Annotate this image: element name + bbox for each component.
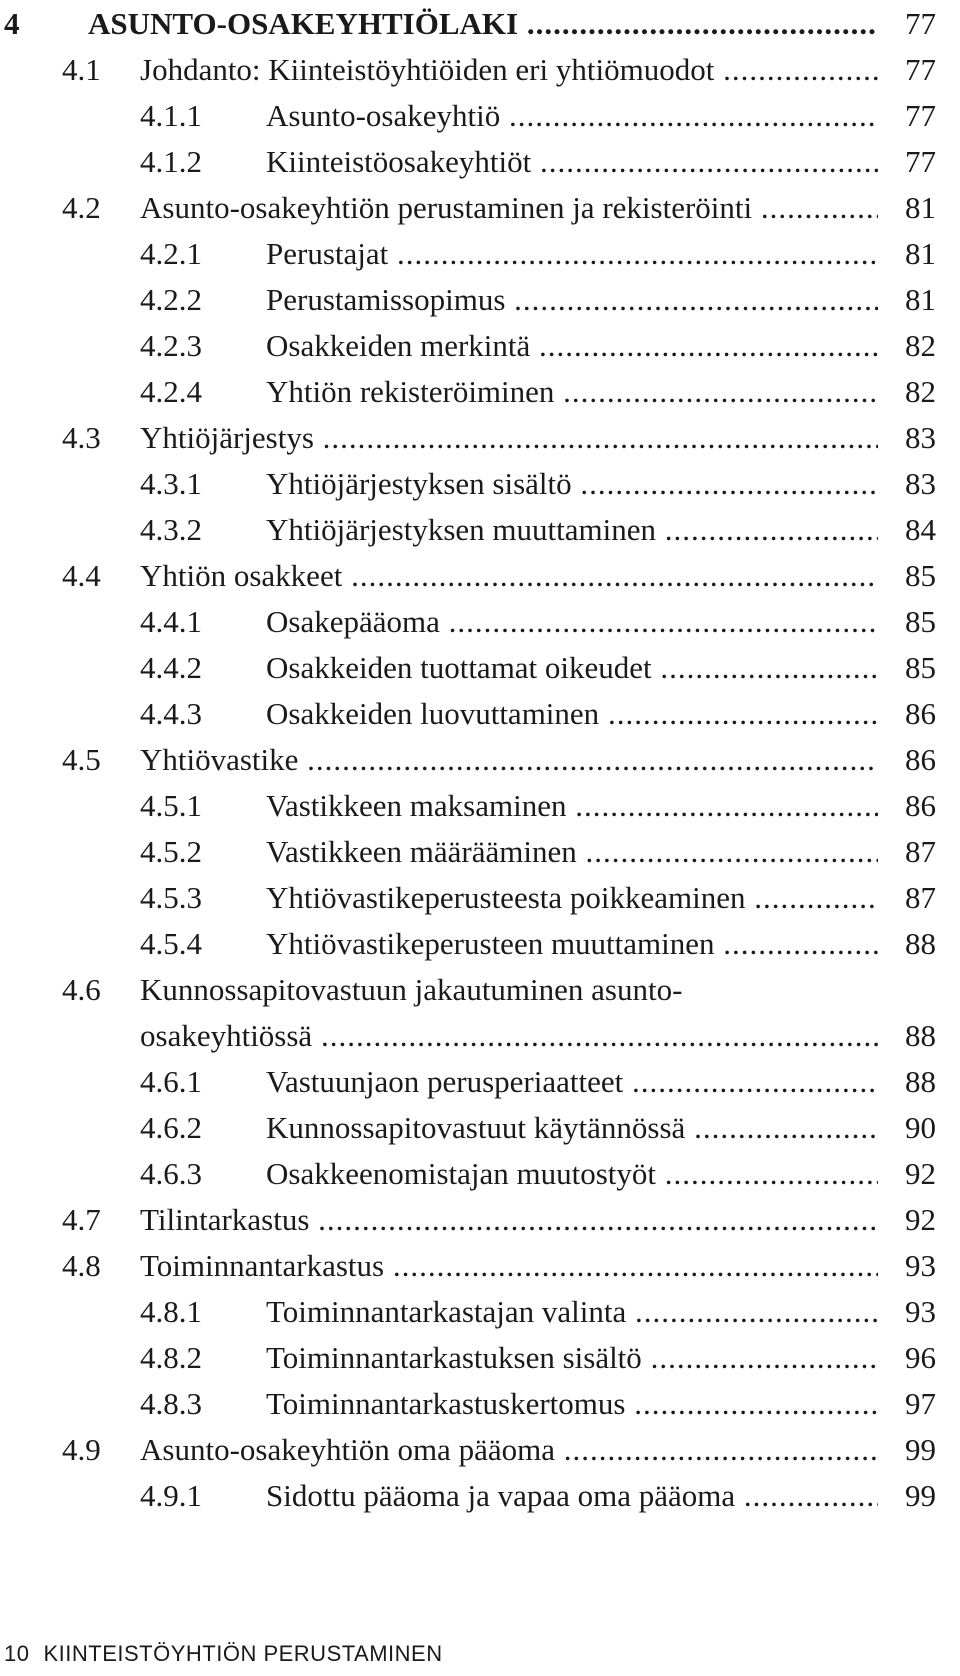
toc-entry-page: 81 [905,190,936,225]
toc-entry[interactable] [0,322,960,370]
toc-entry-title: Toiminnantarkastajan valinta [266,1294,627,1329]
toc-entry-page: 88 [905,926,936,961]
toc-entry[interactable] [0,1288,960,1336]
toc-entry-title: Toiminnantarkastus [140,1248,385,1283]
toc-entry-page: 86 [905,696,936,731]
toc-entry-number: 4.5.4 [140,926,202,961]
footer-page-number: 10 [4,1641,30,1666]
toc-entry-number: 4.6.3 [140,1156,202,1191]
toc-entry-title: Toiminnantarkastuskertomus [266,1386,626,1421]
toc-entry-title: Asunto-osakeyhtiön perustaminen ja rekisteröinti [140,190,753,225]
toc-entry-page: 77 [905,98,936,133]
toc-entry[interactable] [0,736,960,784]
toc-entry-page: 99 [905,1478,936,1513]
toc-entry-title: Asunto-osakeyhtiö [266,98,501,133]
toc-entry-title: Sidottu pääoma ja vapaa oma pääoma [266,1478,736,1513]
toc-entry[interactable] [0,552,960,600]
toc-entry-title: Tilintarkastus [140,1202,310,1237]
toc-entry-continuation[interactable] [0,1012,960,1060]
toc-entry-page: 93 [905,1248,936,1283]
toc-entry-page: 92 [905,1202,936,1237]
page-footer [4,1640,443,1668]
toc-entry-number: 4.2.2 [140,282,202,317]
toc-entry-title: Vastikkeen määrääminen [266,834,577,869]
toc-entry-page: 84 [905,512,936,547]
toc-entry-number: 4.8.3 [140,1386,202,1421]
toc-entry-title: Yhtiön rekisteröiminen [266,374,555,409]
footer-running-title: KIINTEISTÖYHTIÖN PERUSTAMINEN [43,1641,443,1666]
toc-entry-title: Osakepääoma [266,604,440,639]
toc-entry-title: Osakkeiden merkintä [266,328,531,363]
toc-entry-title: Osakkeenomistajan muutostyöt [266,1156,657,1191]
toc-entry[interactable] [0,920,960,968]
toc-entry-page: 85 [905,558,936,593]
toc-entry-number: 4.7 [62,1202,101,1237]
toc-entry-title: Kunnossapitovastuut käytännössä [266,1110,686,1145]
toc-entry-number: 4.4.3 [140,696,202,731]
toc-entry-title: Asunto-osakeyhtiön oma pääoma [140,1432,555,1467]
toc-entry-page: 93 [905,1294,936,1329]
toc-entry-page: 82 [905,328,936,363]
toc-entry-page: 83 [905,466,936,501]
toc-entry-title: Vastuunjaon perusperiaatteet [266,1064,624,1099]
toc-entry-number: 4.1 [62,52,101,87]
toc-entry[interactable] [0,1104,960,1152]
toc-entry-number: 4.9.1 [140,1478,202,1513]
toc-entry-page: 77 [905,144,936,179]
toc-entry-number: 4.4.2 [140,650,202,685]
toc-entry[interactable] [0,414,960,462]
toc-entry[interactable] [0,1472,960,1520]
toc-entry-title: Yhtiöjärjestys [140,420,314,455]
toc-entry-page: 90 [905,1110,936,1145]
toc-entry-title: Osakkeiden luovuttaminen [266,696,600,731]
toc-entry-page: 97 [905,1386,936,1421]
toc-entry-number: 4.5.2 [140,834,202,869]
toc-entry-number: 4.2.4 [140,374,202,409]
toc-entry[interactable] [0,598,960,646]
toc-entry-number: 4.8 [62,1248,101,1283]
toc-entry[interactable] [0,92,960,140]
toc-entry-number: 4 [4,6,20,41]
toc-entry-page: 86 [905,788,936,823]
toc-entry-page: 87 [905,880,936,915]
toc-entry-number: 4.1.2 [140,144,202,179]
toc-entry-page: 77 [905,52,936,87]
toc-entry-number: 4.9 [62,1432,101,1467]
toc-entry-title: Perustamissopimus [266,282,506,317]
toc-entry-page: 99 [905,1432,936,1467]
toc-entry-number: 4.3 [62,420,101,455]
toc-entry[interactable] [0,644,960,692]
toc-entry-page: 85 [905,604,936,639]
toc-entry-title: Yhtiön osakkeet [140,558,343,593]
toc-entry[interactable] [0,460,960,508]
toc-entry-title: Yhtiöjärjestyksen muuttaminen [266,512,657,547]
toc-entry-page: 96 [905,1340,936,1375]
toc-entry-title: Osakkeiden tuottamat oikeudet [266,650,652,685]
toc-entry-title: Toiminnantarkastuksen sisältö [266,1340,642,1375]
toc-entry[interactable] [0,1058,960,1106]
toc-entry-title: osakeyhtiössä [140,1018,313,1053]
toc-entry[interactable] [0,230,960,278]
toc-entry-page: 87 [905,834,936,869]
toc-entry-page: 77 [905,6,936,41]
toc-entry-number: 4.2.3 [140,328,202,363]
toc-entry[interactable] [0,506,960,554]
toc-entry-page: 92 [905,1156,936,1191]
toc-entry[interactable] [0,1150,960,1198]
toc-entry-number: 4.6 [62,972,101,1007]
toc-entry[interactable] [0,184,960,232]
toc-entry[interactable] [0,138,960,186]
toc-entry[interactable] [0,1426,960,1474]
toc-entry-number: 4.5.1 [140,788,202,823]
toc-entry-title: Yhtiövastike [140,742,299,777]
toc-entry-number: 4.4.1 [140,604,202,639]
toc-entry-page: 85 [905,650,936,685]
toc-entry-title: Yhtiövastikeperusteesta poikkeaminen [266,880,746,915]
toc-entry-number: 4.6.2 [140,1110,202,1145]
toc-entry-page: 88 [905,1064,936,1099]
toc-entry-title: Perustajat [266,236,389,271]
toc-entry-number: 4.3.1 [140,466,202,501]
toc-entry[interactable] [0,1242,960,1290]
toc-entry-number: 4.6.1 [140,1064,202,1099]
toc-entry[interactable] [0,1196,960,1244]
toc-entry-title: Vastikkeen maksaminen [266,788,567,823]
toc-entry-number: 4.2 [62,190,101,225]
toc-entry[interactable] [0,1380,960,1428]
toc-entry[interactable] [0,828,960,876]
toc-entry[interactable] [0,966,960,1014]
toc-entry-page: 83 [905,420,936,455]
toc-entry-number: 4.4 [62,558,101,593]
toc-entry-number: 4.5.3 [140,880,202,915]
toc-entry[interactable] [0,46,960,94]
toc-entry-number: 4.1.1 [140,98,202,133]
toc-entry-page: 86 [905,742,936,777]
toc-entry-number: 4.8.2 [140,1340,202,1375]
toc-entry-number: 4.8.1 [140,1294,202,1329]
toc-entry[interactable] [0,368,960,416]
toc-entry[interactable] [0,276,960,324]
toc-entry-title: ASUNTO-OSAKEYHTIÖLAKI [88,6,519,41]
toc-entry[interactable] [0,782,960,830]
toc-entry[interactable] [0,0,960,48]
toc-entry[interactable] [0,1334,960,1382]
toc-entry-number: 4.2.1 [140,236,202,271]
toc-entry-page: 81 [905,236,936,271]
toc-entry-title-line1: Kunnossapitovastuun jakautuminen asunto- [140,972,683,1007]
toc-entry-page: 82 [905,374,936,409]
toc-entry[interactable] [0,874,960,922]
toc-entry-number: 4.3.2 [140,512,202,547]
toc-entry-title: Kiinteistöosakeyhtiöt [266,144,532,179]
toc-entry-title: Yhtiövastikeperusteen muuttaminen [266,926,715,961]
toc-entry-page: 88 [905,1018,936,1053]
toc-entry[interactable] [0,690,960,738]
toc-entry-title: Johdanto: Kiinteistöyhtiöiden eri yhtiömuodot [140,52,715,87]
toc-entry-number: 4.5 [62,742,101,777]
toc-entry-title: Yhtiöjärjestyksen sisältö [266,466,572,501]
toc-entry-page: 81 [905,282,936,317]
